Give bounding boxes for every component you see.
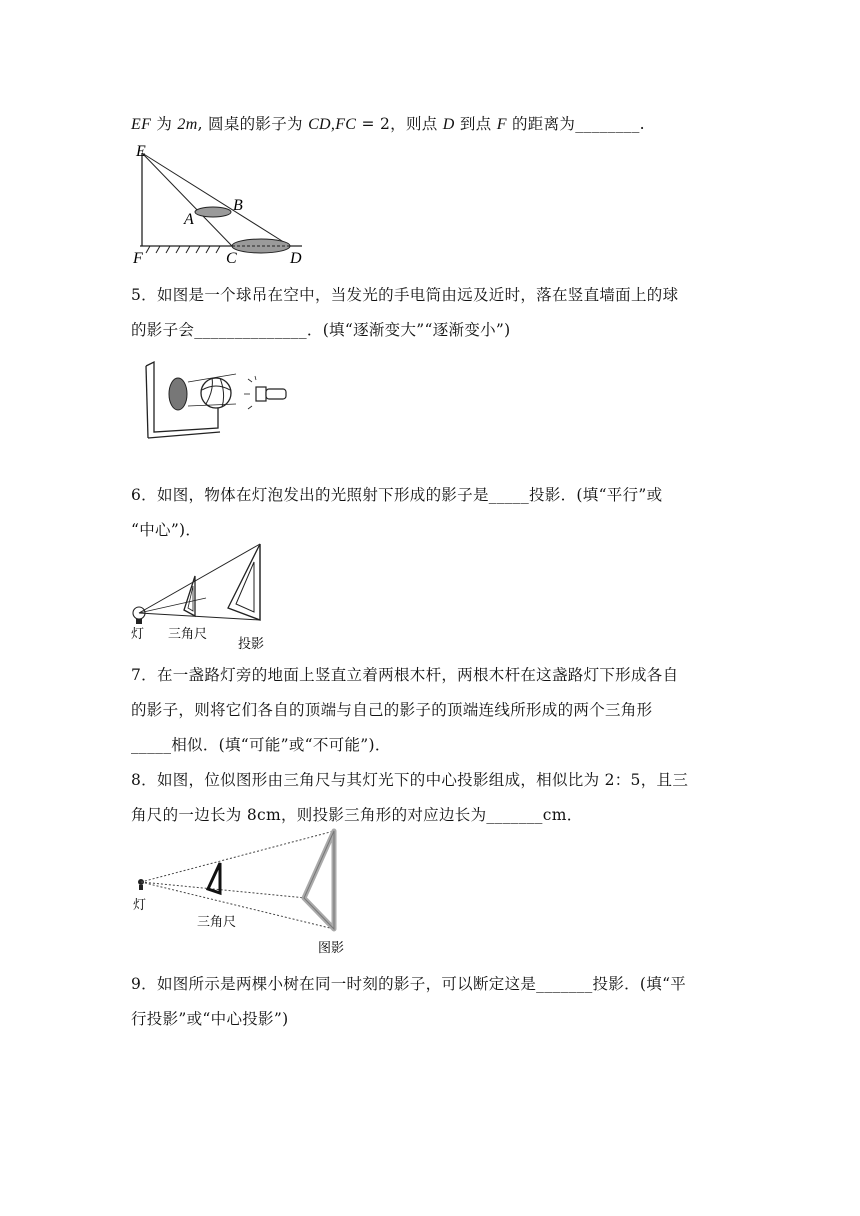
q7-line2: 的影子，则将它们各自的顶端与自己的影子的顶端连线所形成的两个三角形 bbox=[131, 701, 653, 719]
q5-line2 bbox=[131, 318, 511, 340]
figure-homothetic-triangles bbox=[130, 825, 360, 957]
lamp-icon bbox=[138, 879, 144, 890]
text-tail1: ，则点 bbox=[390, 115, 443, 133]
point-d: D bbox=[442, 116, 455, 133]
q8-line2 bbox=[131, 803, 583, 825]
ball-circle bbox=[201, 378, 231, 408]
label-e: E bbox=[136, 145, 146, 160]
answer-blank-q7[interactable]: _____ bbox=[131, 736, 172, 754]
q9-text-b: 投影．(填“平 bbox=[592, 975, 687, 993]
q6-line2: “中心”)． bbox=[131, 521, 202, 539]
table-shadow-ellipse bbox=[232, 239, 290, 253]
label-ruler-q8: 三角尺 bbox=[197, 914, 237, 929]
label-shadow-q6: 投影 bbox=[238, 636, 265, 651]
label-b: B bbox=[233, 197, 243, 214]
ball-shadow-ellipse bbox=[169, 378, 187, 410]
lightbulb-icon bbox=[133, 607, 145, 624]
q6-text-a: 6．如图，物体在灯泡发出的光照射下形成的影子是 bbox=[131, 486, 489, 504]
text-mid: , 圆桌的影子为 bbox=[197, 115, 309, 133]
q8-line1: 8．如图，位似图形由三角尺与其灯光下的中心投影组成，相似比为 2：5，且三 bbox=[131, 771, 689, 789]
q4-tail-line bbox=[131, 112, 645, 134]
q5-text-a: 的影子会 bbox=[131, 321, 195, 339]
text-tail2: 到点 bbox=[454, 115, 497, 133]
q5-line1: 5．如图是一个球吊在空中，当发光的手电筒由远及近时，落在竖直墙面上的球 bbox=[131, 286, 679, 304]
answer-blank-q8[interactable]: _______ bbox=[486, 806, 543, 824]
q8-text-b: cm． bbox=[542, 806, 583, 824]
answer-blank-q5[interactable]: ______________ bbox=[194, 321, 307, 339]
table-top-ellipse bbox=[195, 207, 231, 217]
segment-ef: EF bbox=[131, 116, 152, 133]
text-end: . bbox=[639, 115, 645, 133]
label-lamp-q6: 灯 bbox=[131, 626, 145, 641]
answer-blank-q9[interactable]: _______ bbox=[536, 975, 593, 993]
label-lamp-q8: 灯 bbox=[133, 897, 147, 912]
text-eq: = 2 bbox=[356, 115, 391, 133]
figure-table-shadow bbox=[130, 145, 310, 267]
q6-text-b: 投影．(填“平行”或 bbox=[529, 486, 663, 504]
text-tail3: 的距离为 bbox=[506, 115, 576, 133]
label-a: A bbox=[184, 211, 194, 228]
label-f: F bbox=[133, 250, 143, 267]
q9-text-a: 9．如图所示是两棵小树在同一时刻的影子，可以断定这是 bbox=[131, 975, 537, 993]
label-ruler-q6: 三角尺 bbox=[168, 626, 208, 641]
label-shadow-q8: 图影 bbox=[318, 940, 345, 955]
label-c: C bbox=[226, 250, 237, 267]
figure-lamp-ruler-projection bbox=[128, 540, 278, 652]
q9-line1 bbox=[131, 972, 686, 994]
q7-text-b: 相似．(填“可能”或“不可能”)． bbox=[171, 736, 391, 754]
q9-line2: 行投影”或“中心投影”) bbox=[131, 1010, 289, 1028]
q6-line1 bbox=[131, 483, 662, 505]
figure-ball-flashlight bbox=[140, 360, 300, 442]
q7-line3 bbox=[131, 733, 391, 755]
answer-blank-q4[interactable]: ________ bbox=[575, 115, 640, 133]
text-wei: 为 bbox=[151, 115, 178, 133]
length-2m: 2m bbox=[177, 116, 198, 133]
flashlight-icon bbox=[244, 376, 286, 409]
answer-blank-q6[interactable]: _____ bbox=[488, 486, 530, 504]
point-f: F bbox=[496, 116, 507, 133]
q7-line1: 7．在一盏路灯旁的地面上竖直立着两根木杆，两根木杆在这盏路灯下形成各自 bbox=[131, 666, 679, 684]
q5-text-b: ．(填“逐渐变大”“逐渐变小”) bbox=[306, 321, 511, 339]
label-d: D bbox=[290, 250, 302, 267]
segment-cd-fc: CD,FC bbox=[308, 116, 357, 133]
q8-text-a: 角尺的一边长为 8cm，则投影三角形的对应边长为 bbox=[131, 806, 487, 824]
